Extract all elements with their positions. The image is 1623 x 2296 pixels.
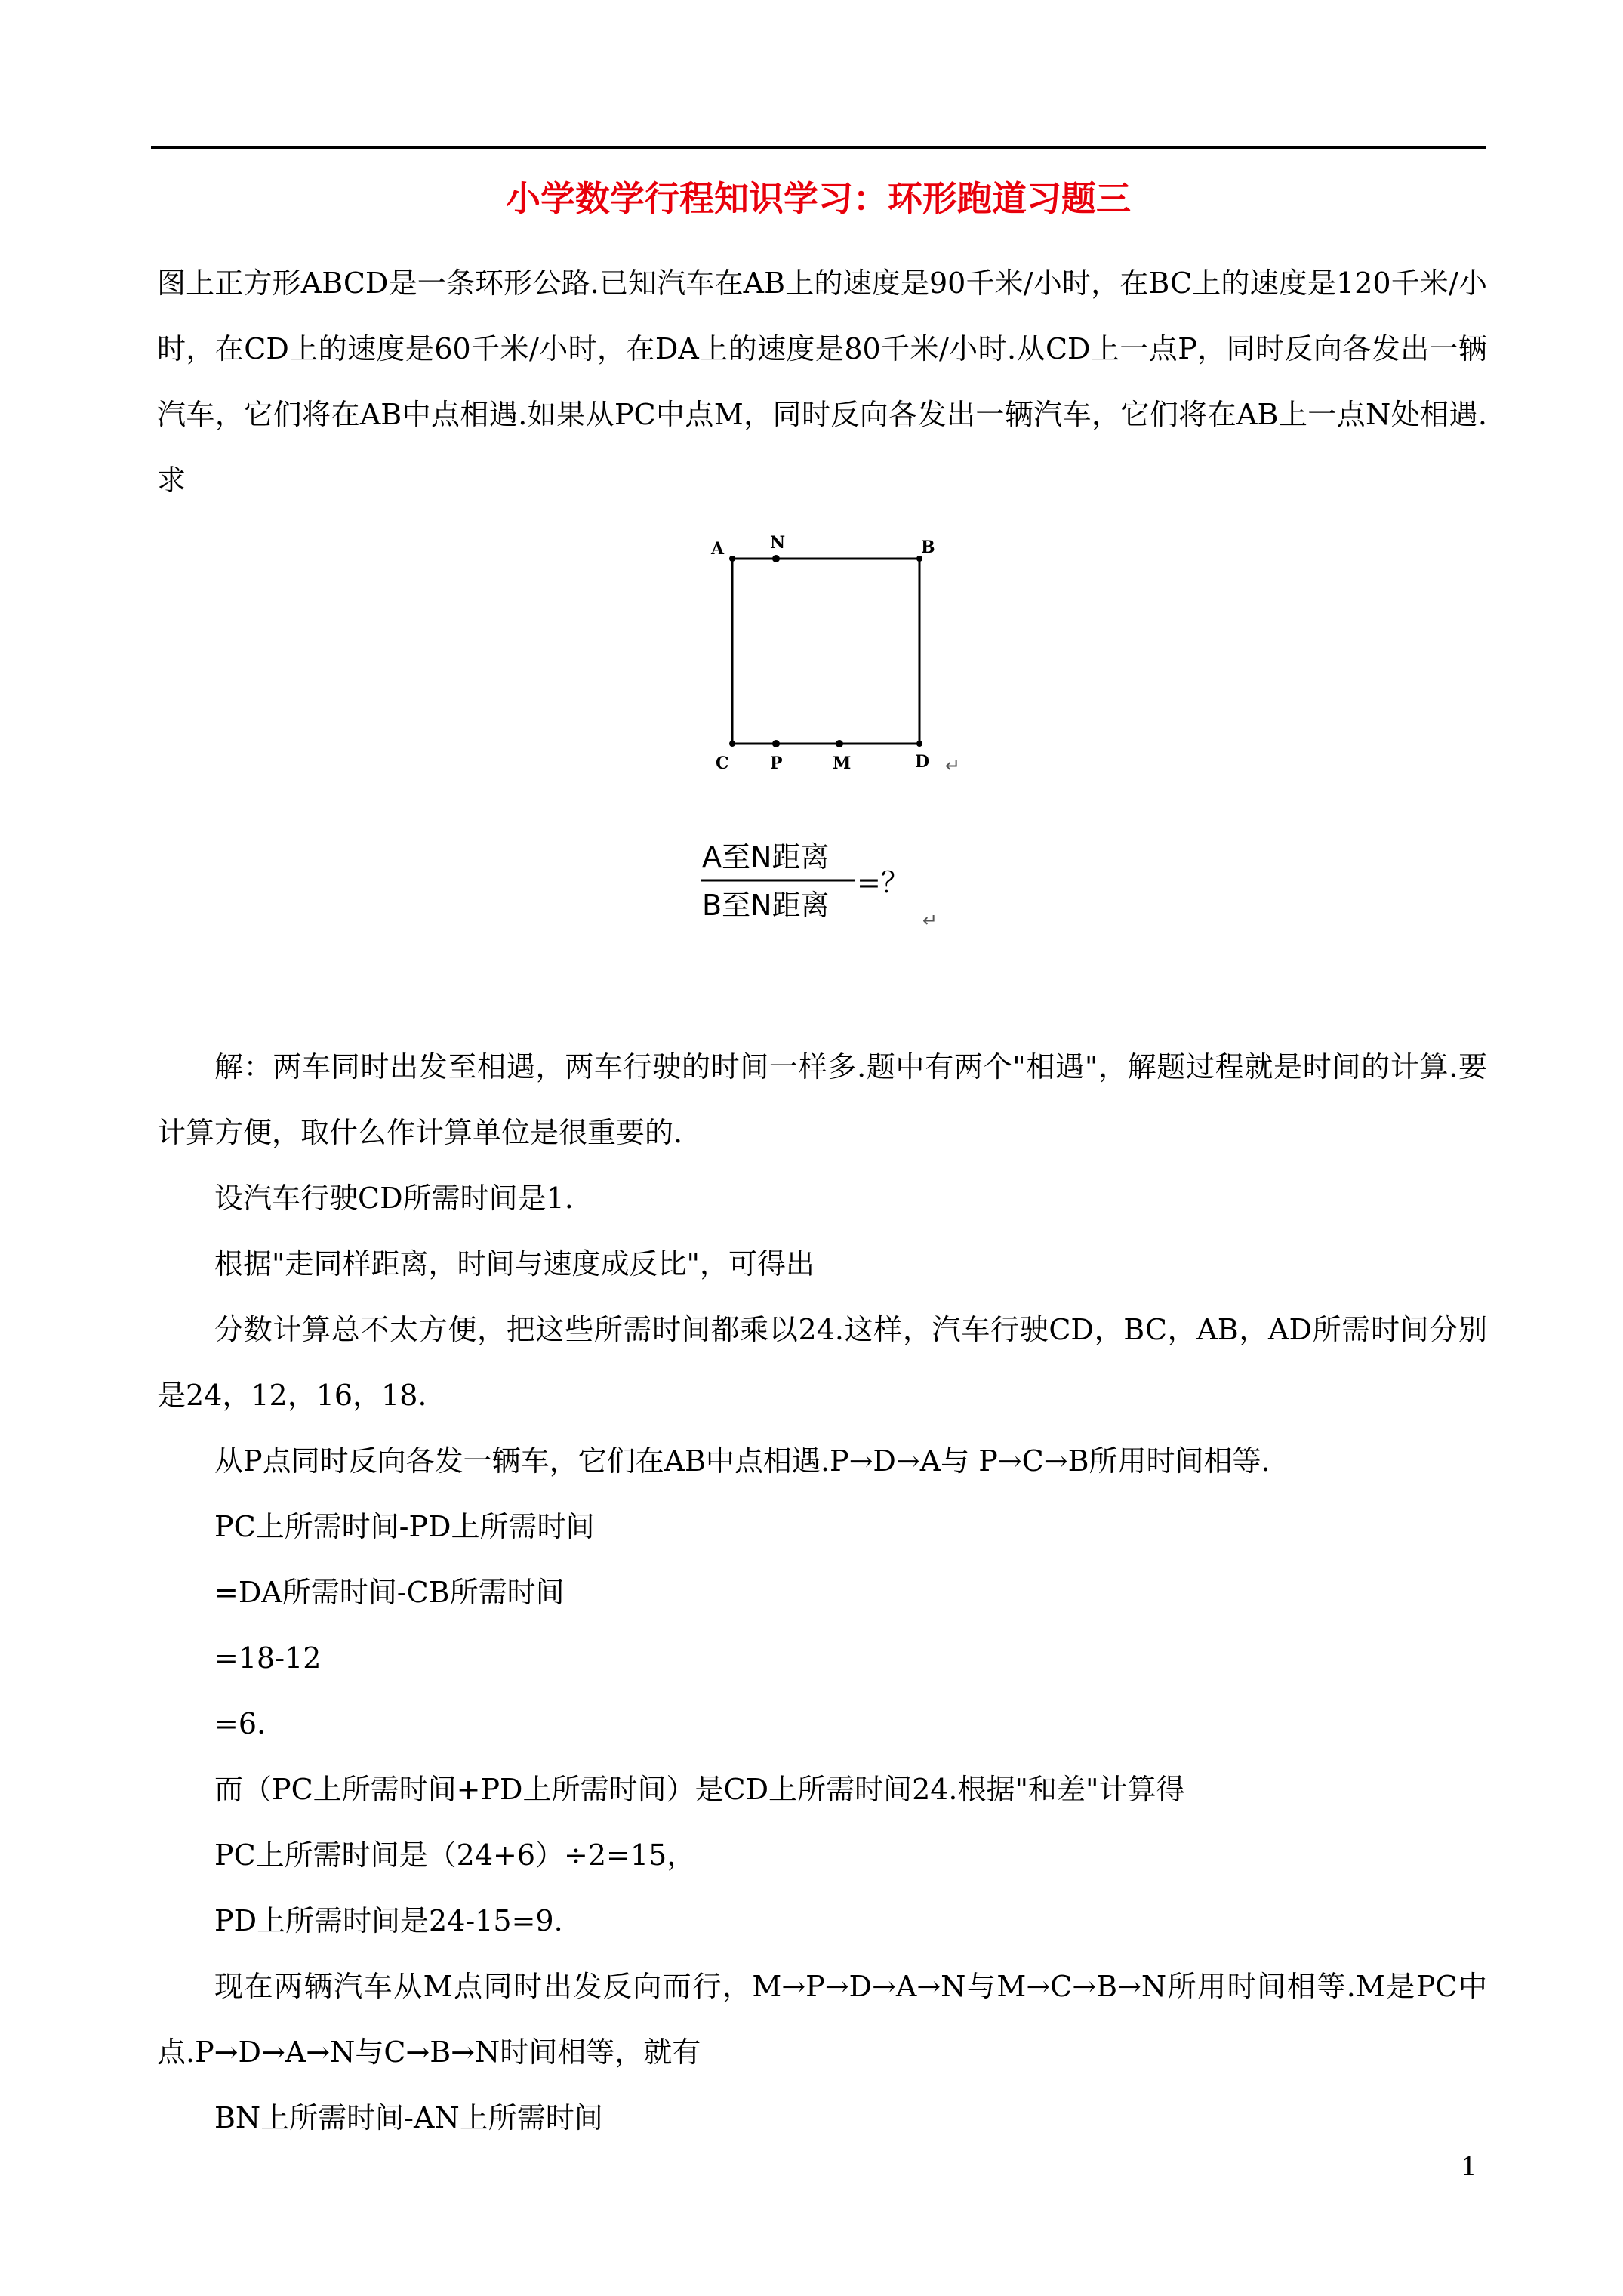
- label-a: A: [711, 539, 725, 559]
- return-mark-icon: ↵: [922, 910, 938, 931]
- solution-paragraph: 根据"走同样距离，时间与速度成反比"，可得出: [214, 1247, 815, 1281]
- point-d-dot: [916, 741, 922, 747]
- solution-paragraph: 现在两辆汽车从M点同时出发反向而行，M→P→D→A→N与M→C→B→N所用时间相等.M是PC中点.P→D→A→N与C→B→N时间相等，就有: [157, 1970, 1487, 2069]
- solution-paragraph: 而（PC上所需时间+PD上所需时间）是CD上所需时间24.根据"和差"计算得: [214, 1773, 1185, 1806]
- point-c-dot: [729, 741, 735, 747]
- solution-paragraph: 从P点同时反向各发一辆车，它们在AB中点相遇.P→D→A与 P→C→B所用时间相等.: [214, 1444, 1270, 1478]
- solution-paragraph: =18-12: [214, 1641, 322, 1675]
- point-n-dot: [772, 555, 780, 562]
- solution-paragraph: PC上所需时间是（24+6）÷2=15，: [214, 1838, 696, 1872]
- return-mark-icon: ↵: [945, 755, 961, 776]
- solution-paragraph: PD上所需时间是24-15=9.: [214, 1904, 563, 1937]
- point-p-dot: [772, 740, 780, 747]
- formula-denominator: B至N距离: [702, 889, 830, 922]
- formula-numerator: A至N距离: [702, 840, 830, 874]
- solution-paragraph: BN上所需时间-AN上所需时间: [214, 2101, 603, 2134]
- header-rule: [151, 146, 1486, 149]
- point-a-dot: [729, 556, 735, 562]
- formula-rhs: =？: [857, 866, 910, 899]
- label-p: P: [770, 754, 783, 773]
- solution-paragraph: 分数计算总不太方便，把这些所需时间都乘以24.这样，汽车行驶CD，BC，AB，AD所需时间分别是24，12，16，18.: [157, 1313, 1487, 1412]
- label-b: B: [921, 538, 935, 557]
- square-road-diagram: [702, 521, 974, 778]
- solution-paragraph: 解：两车同时出发至相遇，两车行驶的时间一样多.题中有两个"相遇"，解题过程就是时间的计算.要计算方便，取什么作计算单位是很重要的.: [157, 1050, 1487, 1149]
- ratio-formula: [694, 831, 944, 944]
- solution-paragraph: =DA所需时间-CB所需时间: [214, 1576, 565, 1609]
- square-outline: [732, 559, 919, 744]
- point-m-dot: [836, 740, 843, 747]
- label-m: M: [833, 754, 852, 773]
- label-d: D: [915, 752, 930, 772]
- solution-body: [157, 1034, 1487, 2151]
- solution-paragraph: =6.: [214, 1707, 266, 1740]
- solution-paragraph: 设汽车行驶CD所需时间是1.: [214, 1182, 574, 1215]
- problem-statement: 图上正方形ABCD是一条环形公路.已知汽车在AB上的速度是90千米/小时，在BC上的速度是120千米/小时，在CD上的速度是60千米/小时，在DA上的速度是80千米/小时.从CD上一点P，同时反向各发出一辆汽车，它们将在AB中点相遇.如果从PC中点M，同时反向各发出一辆汽车，它们将在AB上一点N处相遇.求: [157, 267, 1487, 497]
- page-number: 1: [1461, 2152, 1477, 2182]
- page-title: 小学数学行程知识学习：环形跑道习题三: [506, 178, 1131, 219]
- label-c: C: [716, 754, 729, 773]
- solution-paragraph: PC上所需时间-PD上所需时间: [214, 1510, 595, 1543]
- label-n: N: [770, 533, 786, 553]
